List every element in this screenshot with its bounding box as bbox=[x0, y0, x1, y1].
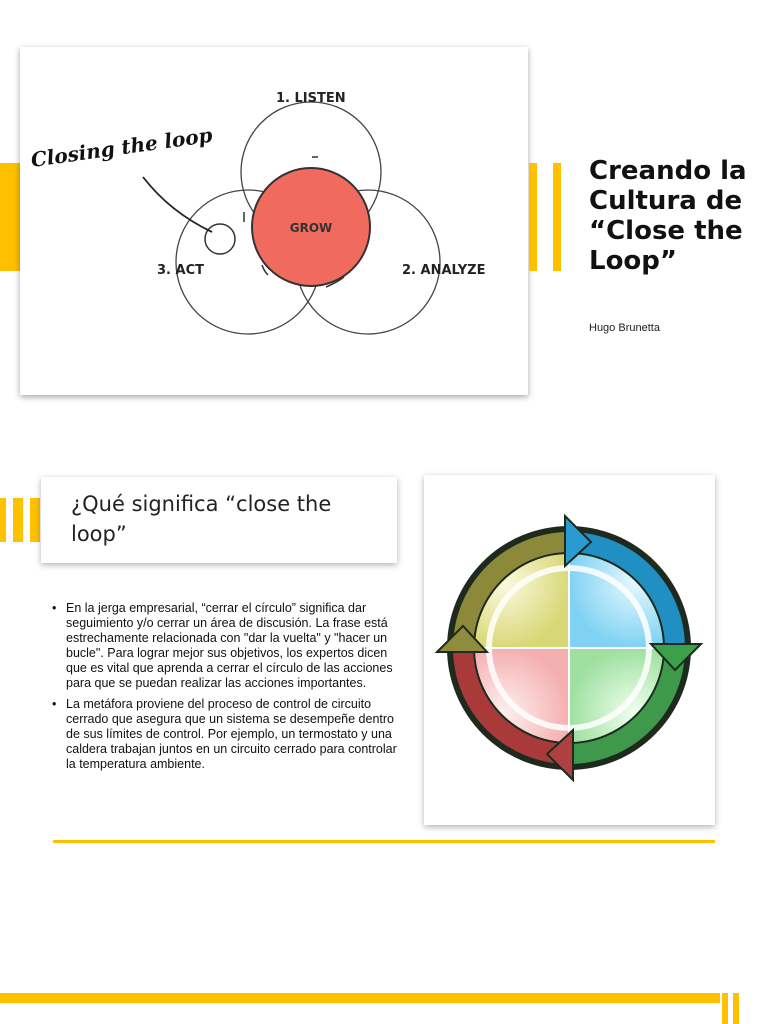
grow-label: GROW bbox=[289, 221, 333, 235]
pointer-line bbox=[143, 177, 212, 232]
analyze-label: 2. ANALYZE bbox=[402, 263, 486, 278]
footer-stub bbox=[733, 993, 739, 1024]
title-accent-bar bbox=[553, 163, 561, 271]
author-name: Hugo Brunetta bbox=[589, 322, 660, 334]
small-loop-circle bbox=[205, 224, 235, 254]
accent-stripe bbox=[30, 498, 40, 542]
bullet-list bbox=[52, 601, 397, 778]
close-the-loop-diagram bbox=[20, 47, 528, 395]
listen-label: 1. LISTEN bbox=[276, 91, 346, 106]
title-accent-bar bbox=[529, 163, 537, 271]
act-label: 3. ACT bbox=[157, 263, 204, 278]
accent-bar-left bbox=[0, 163, 20, 271]
divider-line bbox=[53, 840, 715, 843]
venn-diagram bbox=[20, 47, 528, 395]
slide2-title-card bbox=[41, 477, 397, 563]
cycle-graphic bbox=[424, 475, 715, 825]
slide2-title: ¿Qué significa “close the loop” bbox=[71, 492, 332, 546]
handwritten-label: Closing the loop bbox=[29, 122, 214, 172]
bullet-item: • La metáfora proviene del proceso de control de circuito cerrado que asegura que un sistema se desempeñe dentro de sus límites de control. Por ejemplo, un termostato y una caldera trabajan juntos en un circuito cerrado para controlar la temperatura ambiente. bbox=[52, 697, 397, 772]
footer-stub bbox=[722, 993, 728, 1024]
deck-title: Creando la Cultura de “Close the Loop” bbox=[589, 156, 747, 276]
accent-stripe bbox=[0, 498, 6, 542]
bullet-item: • En la jerga empresarial, “cerrar el círculo” significa dar seguimiento y/o cerrar un área de discusión. La frase está estrechamente relacionada con "dar la vuelta" y "hacer un bucle". Para lograr mejor sus objetivos, los expertos dicen que es vital que aprenda a cerrar el círculo de las acciones para que se puedan realizar las acciones importantes. bbox=[52, 601, 397, 691]
cycle-image bbox=[424, 475, 715, 825]
accent-stripe bbox=[13, 498, 23, 542]
footer-bar bbox=[0, 993, 720, 1003]
